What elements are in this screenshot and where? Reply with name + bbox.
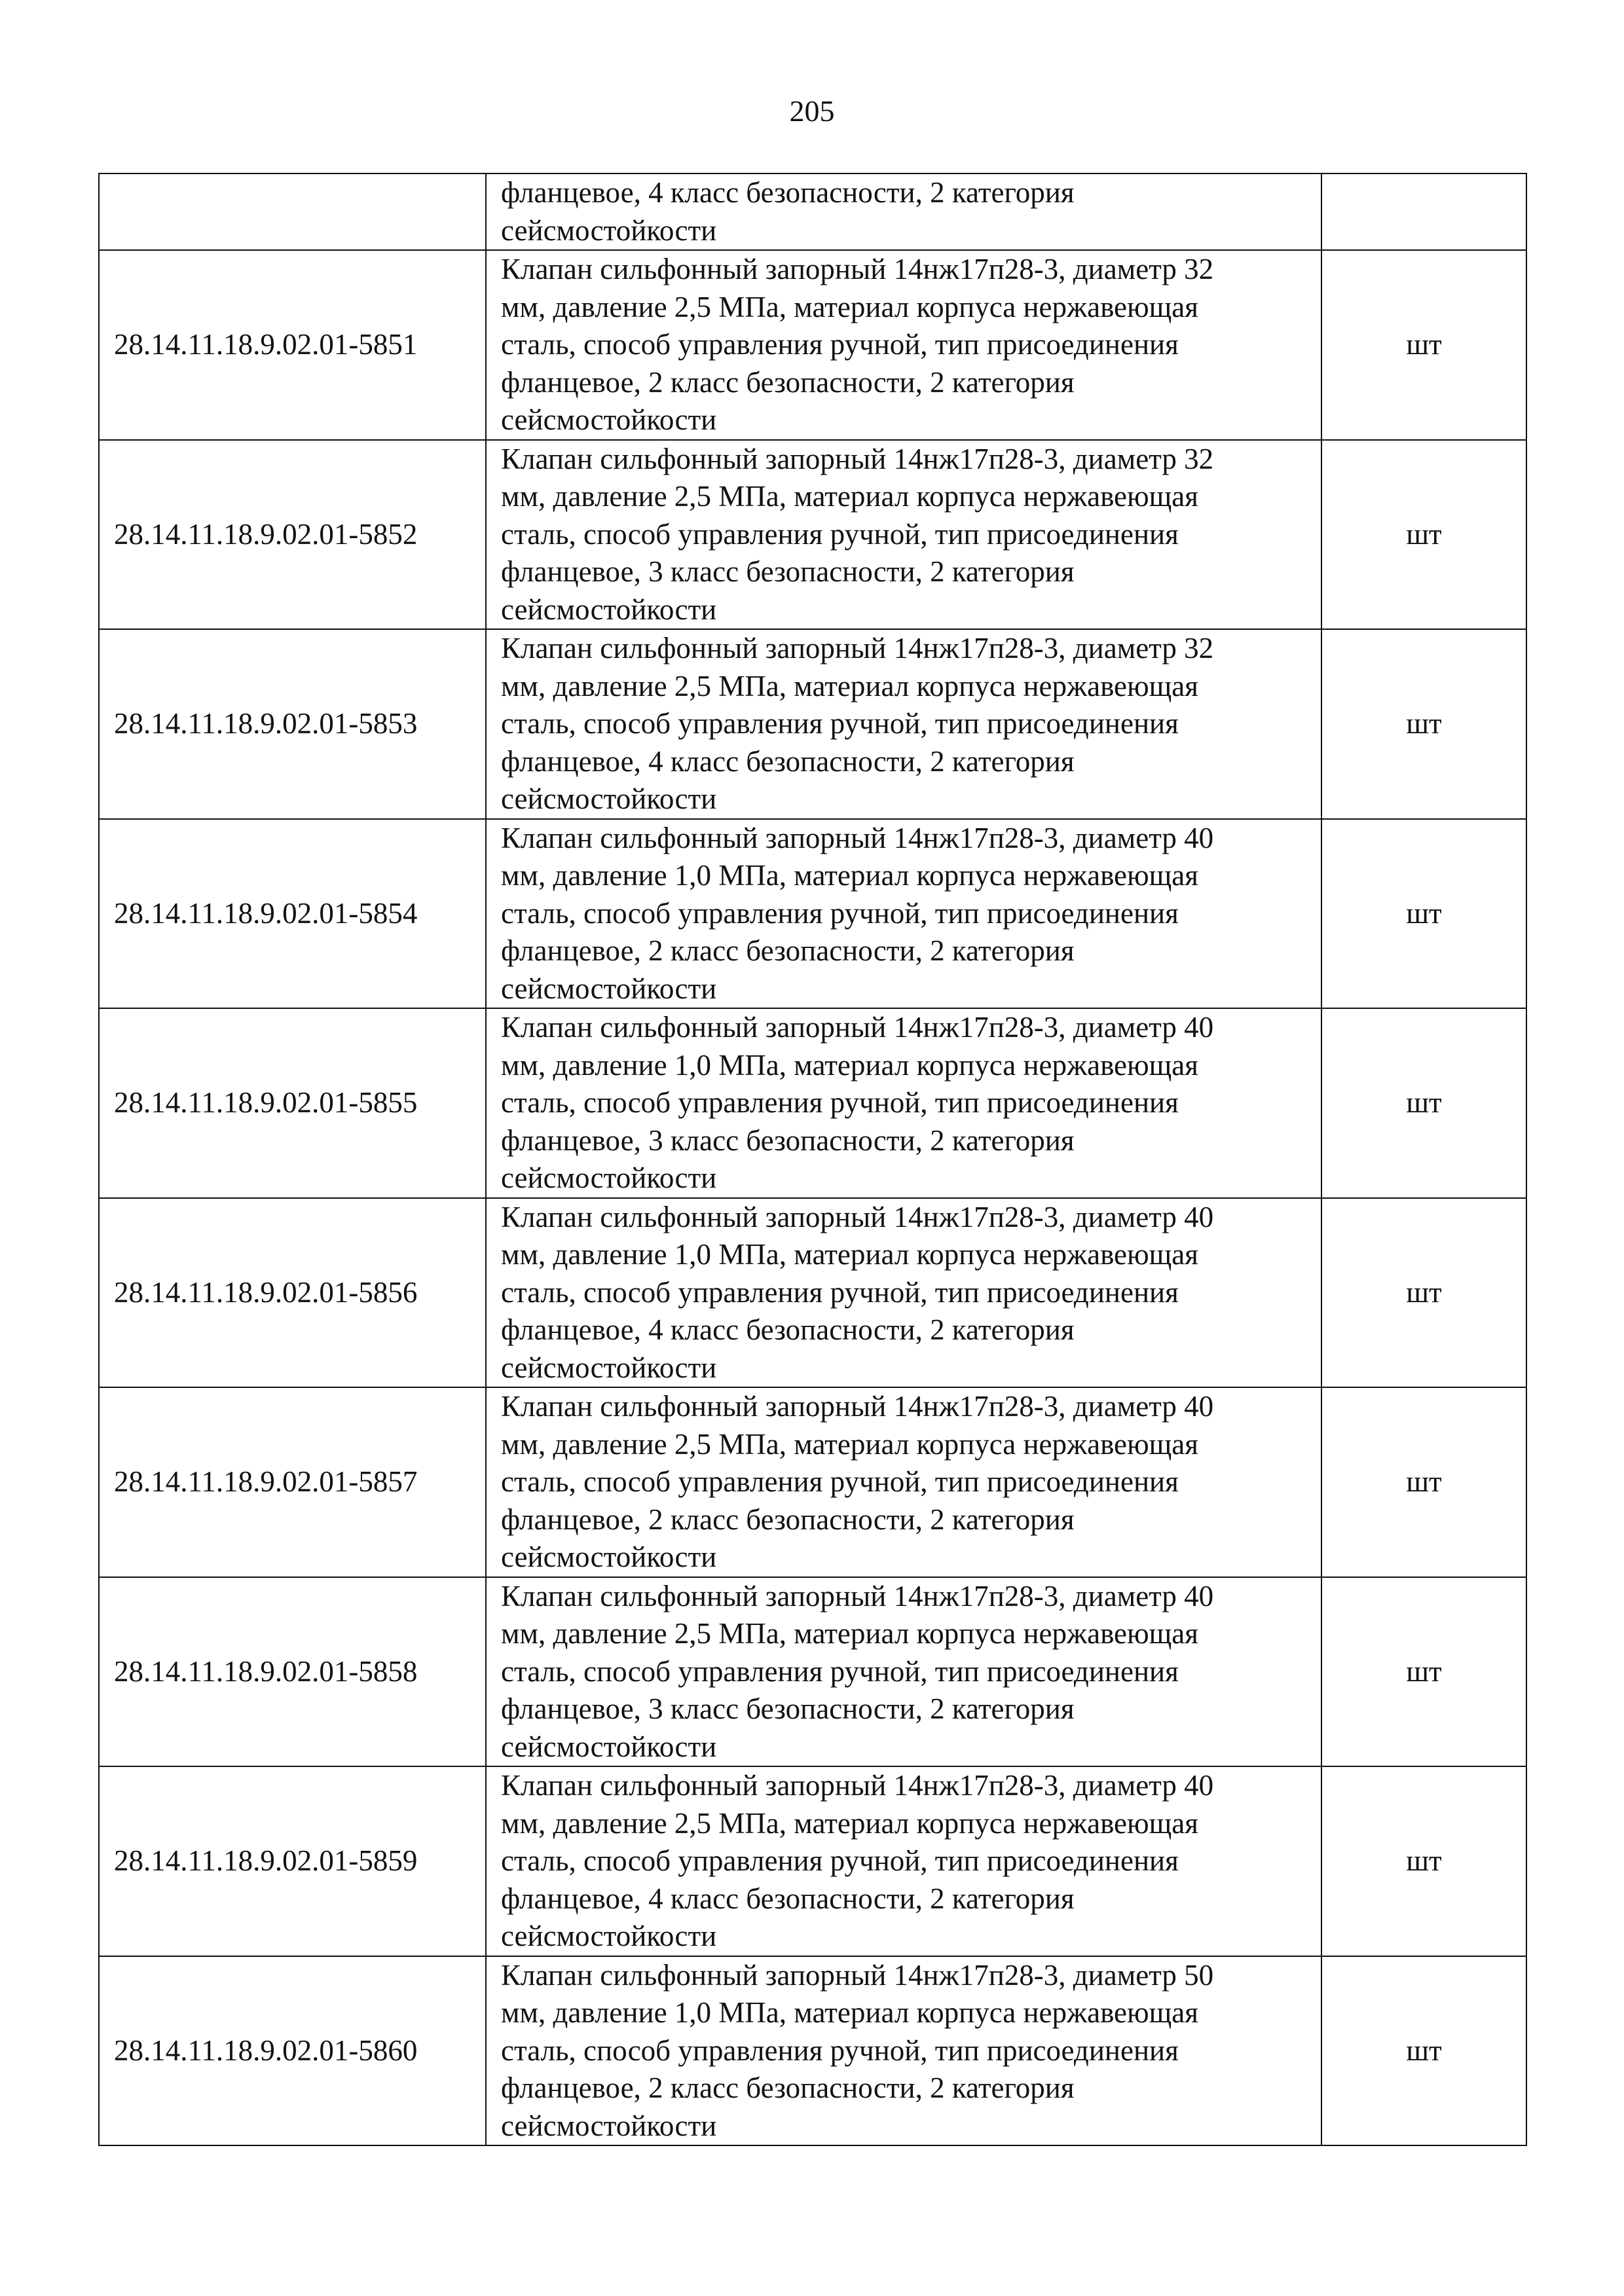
description-line: фланцевое, 4 класс безопасности, 2 категория: [501, 744, 1075, 778]
unit-cell: [1321, 173, 1526, 250]
description-cell: [486, 819, 1321, 1009]
table-row-continuation: [99, 173, 1526, 250]
code-cell: 28.14.11.18.9.02.01-5851: [99, 250, 486, 440]
description-line: мм, давление 2,5 МПа, материал корпуса нержавеющая: [501, 1806, 1198, 1840]
description-line: фланцевое, 4 класс безопасности, 2 категория: [501, 1313, 1075, 1346]
description-line: сталь, способ управления ручной, тип присоединения: [501, 707, 1179, 740]
description-line: фланцевое, 4 класс безопасности, 2 категория: [501, 176, 1075, 209]
description-line: фланцевое, 2 класс безопасности, 2 категория: [501, 2071, 1075, 2104]
description-line: Клапан сильфонный запорный 14нж17п28-3, диаметр 32: [501, 632, 1214, 665]
description-line: мм, давление 1,0 МПа, материал корпуса нержавеющая: [501, 1048, 1198, 1082]
description-cell: [486, 1387, 1321, 1577]
description-line: сейсмостойкости: [501, 782, 717, 815]
description-line: мм, давление 2,5 МПа, материал корпуса нержавеющая: [501, 1427, 1198, 1461]
code-cell: 28.14.11.18.9.02.01-5859: [99, 1766, 486, 1956]
description-line: сейсмостойкости: [501, 403, 717, 436]
description-line: фланцевое, 2 класс безопасности, 2 категория: [501, 1503, 1075, 1536]
code-cell: 28.14.11.18.9.02.01-5854: [99, 819, 486, 1009]
code-cell: 28.14.11.18.9.02.01-5855: [99, 1008, 486, 1198]
description-line: Клапан сильфонный запорный 14нж17п28-3, диаметр 50: [501, 1958, 1214, 1992]
code-cell: [99, 173, 486, 250]
description-line: мм, давление 1,0 МПа, материал корпуса нержавеющая: [501, 1996, 1198, 2029]
unit-cell: шт: [1321, 629, 1526, 819]
table-row: [99, 1198, 1526, 1388]
description-line: Клапан сильфонный запорный 14нж17п28-3, диаметр 32: [501, 253, 1214, 285]
description-line: сталь, способ управления ручной, тип присоединения: [501, 1086, 1179, 1119]
description-line: Клапан сильфонный запорный 14нж17п28-3, диаметр 40: [501, 1579, 1214, 1613]
description-line: сталь, способ управления ручной, тип присоединения: [501, 1465, 1179, 1498]
description-line: фланцевое, 3 класс безопасности, 2 категория: [501, 555, 1075, 588]
table-row: [99, 1956, 1526, 2146]
description-cell: [486, 1577, 1321, 1767]
description-line: сталь, способ управления ручной, тип присоединения: [501, 896, 1179, 930]
description-line: сталь, способ управления ручной, тип присоединения: [501, 1844, 1179, 1877]
description-line: сейсмостойкости: [501, 1540, 717, 1573]
table-row: [99, 1387, 1526, 1577]
description-line: сейсмостойкости: [501, 1161, 717, 1194]
unit-cell: шт: [1321, 250, 1526, 440]
description-line: мм, давление 2,5 МПа, материал корпуса нержавеющая: [501, 290, 1198, 323]
unit-cell: шт: [1321, 1956, 1526, 2146]
unit-cell: шт: [1321, 1198, 1526, 1388]
description-line: мм, давление 2,5 МПа, материал корпуса нержавеющая: [501, 669, 1198, 702]
unit-cell: шт: [1321, 1577, 1526, 1767]
description-line: Клапан сильфонный запорный 14нж17п28-3, диаметр 32: [501, 442, 1214, 475]
description-line: мм, давление 2,5 МПа, материал корпуса нержавеющая: [501, 1617, 1198, 1650]
code-cell: 28.14.11.18.9.02.01-5856: [99, 1198, 486, 1388]
description-line: сейсмостойкости: [501, 213, 717, 247]
description-line: сейсмостойкости: [501, 1351, 717, 1384]
description-line: Клапан сильфонный запорный 14нж17п28-3, диаметр 40: [501, 1200, 1214, 1233]
table-row: [99, 1577, 1526, 1767]
description-cell: [486, 440, 1321, 630]
description-line: сейсмостойкости: [501, 592, 717, 626]
description-line: сталь, способ управления ручной, тип присоединения: [501, 517, 1179, 551]
table-row: [99, 440, 1526, 630]
resource-table-body: [99, 173, 1526, 2145]
description-line: мм, давление 1,0 МПа, материал корпуса нержавеющая: [501, 1238, 1198, 1271]
code-cell: 28.14.11.18.9.02.01-5858: [99, 1577, 486, 1767]
description-line: мм, давление 2,5 МПа, материал корпуса нержавеющая: [501, 480, 1198, 513]
description-line: сталь, способ управления ручной, тип присоединения: [501, 1654, 1179, 1688]
unit-cell: шт: [1321, 1387, 1526, 1577]
description-line: сейсмостойкости: [501, 1920, 717, 1952]
code-cell: 28.14.11.18.9.02.01-5853: [99, 629, 486, 819]
resource-table: [98, 173, 1527, 2146]
description-line: Клапан сильфонный запорный 14нж17п28-3, диаметр 40: [501, 1390, 1214, 1423]
description-line: фланцевое, 4 класс безопасности, 2 категория: [501, 1882, 1075, 1915]
description-line: сталь, способ управления ручной, тип присоединения: [501, 1275, 1179, 1309]
description-cell: [486, 1008, 1321, 1198]
description-line: сталь, способ управления ручной, тип присоединения: [501, 2033, 1179, 2067]
table-row: [99, 1766, 1526, 1956]
page-number: 205: [789, 94, 835, 128]
description-cell: [486, 1956, 1321, 2146]
description-line: Клапан сильфонный запорный 14нж17п28-3, диаметр 40: [501, 1769, 1214, 1802]
description-line: сейсмостойкости: [501, 2109, 717, 2142]
description-line: Клапан сильфонный запорный 14нж17п28-3, диаметр 40: [501, 821, 1214, 854]
description-cell: [486, 629, 1321, 819]
description-line: фланцевое, 3 класс безопасности, 2 категория: [501, 1123, 1075, 1157]
table-row: [99, 1008, 1526, 1198]
description-line: фланцевое, 3 класс безопасности, 2 категория: [501, 1692, 1075, 1725]
description-cell: [486, 173, 1321, 250]
description-line: мм, давление 1,0 МПа, материал корпуса нержавеющая: [501, 859, 1198, 892]
unit-cell: шт: [1321, 1008, 1526, 1198]
description-line: фланцевое, 2 класс безопасности, 2 категория: [501, 365, 1075, 399]
description-line: сталь, способ управления ручной, тип присоединения: [501, 328, 1179, 361]
unit-cell: шт: [1321, 819, 1526, 1009]
description-cell: [486, 1198, 1321, 1388]
unit-cell: шт: [1321, 440, 1526, 630]
table-row: [99, 250, 1526, 440]
table-row: [99, 629, 1526, 819]
description-cell: [486, 1766, 1321, 1956]
code-cell: 28.14.11.18.9.02.01-5852: [99, 440, 486, 630]
description-cell: [486, 250, 1321, 440]
description-line: сейсмостойкости: [501, 1730, 717, 1763]
description-line: сейсмостойкости: [501, 972, 717, 1005]
code-cell: 28.14.11.18.9.02.01-5857: [99, 1387, 486, 1577]
description-line: фланцевое, 2 класс безопасности, 2 категория: [501, 934, 1075, 967]
description-line: Клапан сильфонный запорный 14нж17п28-3, диаметр 40: [501, 1011, 1214, 1044]
unit-cell: шт: [1321, 1766, 1526, 1956]
table-row: [99, 819, 1526, 1009]
code-cell: 28.14.11.18.9.02.01-5860: [99, 1956, 486, 2146]
